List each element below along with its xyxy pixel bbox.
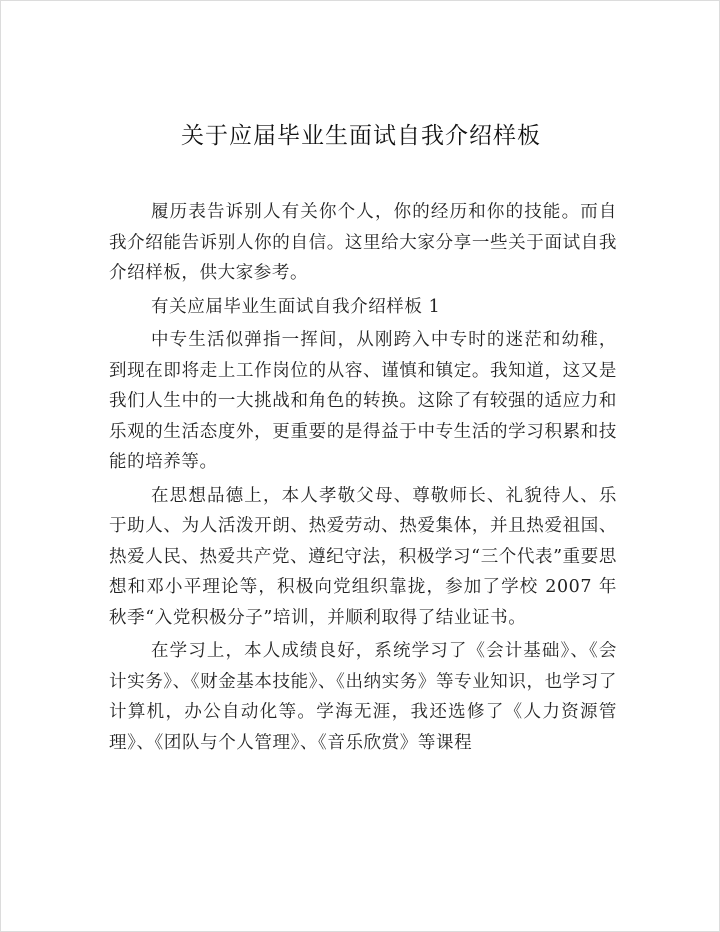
- section-heading: 有关应届毕业生面试自我介绍样板 1: [151, 296, 441, 317]
- document-title: 关于应届毕业生面试自我介绍样板: [181, 123, 541, 149]
- body-paragraph: 在学习上，本人成绩良好，系统学习了《会计基础》、《会计实务》、《财金基本技能》、《出纳实务》等专业知识，也学习了计算机，办公自动化等。学海无涯，我还选修了《人力资源管理》、《团队与个人管理》、《音乐欣赏》等课程: [109, 641, 617, 753]
- body-paragraph: 在思想品德上，本人孝敬父母、尊敬师长、礼貌待人、乐于助人、为人活泼开朗、热爱劳动、热爱集体，并且热爱祖国、热爱人民、热爱共产党、遵纪守法，积极学习“三个代表”重要思想和邓小平理论等，积极向党组织靠拢，参加了学校 2007 年秋季“入党积极分子”培训，并顺利取得了结业证书。: [109, 485, 617, 628]
- document-body: [109, 197, 617, 761]
- body-paragraph: 中专生活似弹指一挥间，从刚跨入中专时的迷茫和幼稚，到现在即将走上工作岗位的从容、谨慎和镇定。我知道，这又是我们人生中的一大挑战和角色的转换。这除了有较强的适应力和乐观的生活态度外，更重要的是得益于中专生活的学习积累和技能的培养等。: [109, 330, 617, 472]
- intro-paragraph: 履历表告诉别人有关你个人，你的经历和你的技能。而自我介绍能告诉别人你的自信。这里给大家分享一些关于面试自我介绍样板，供大家参考。: [109, 202, 617, 283]
